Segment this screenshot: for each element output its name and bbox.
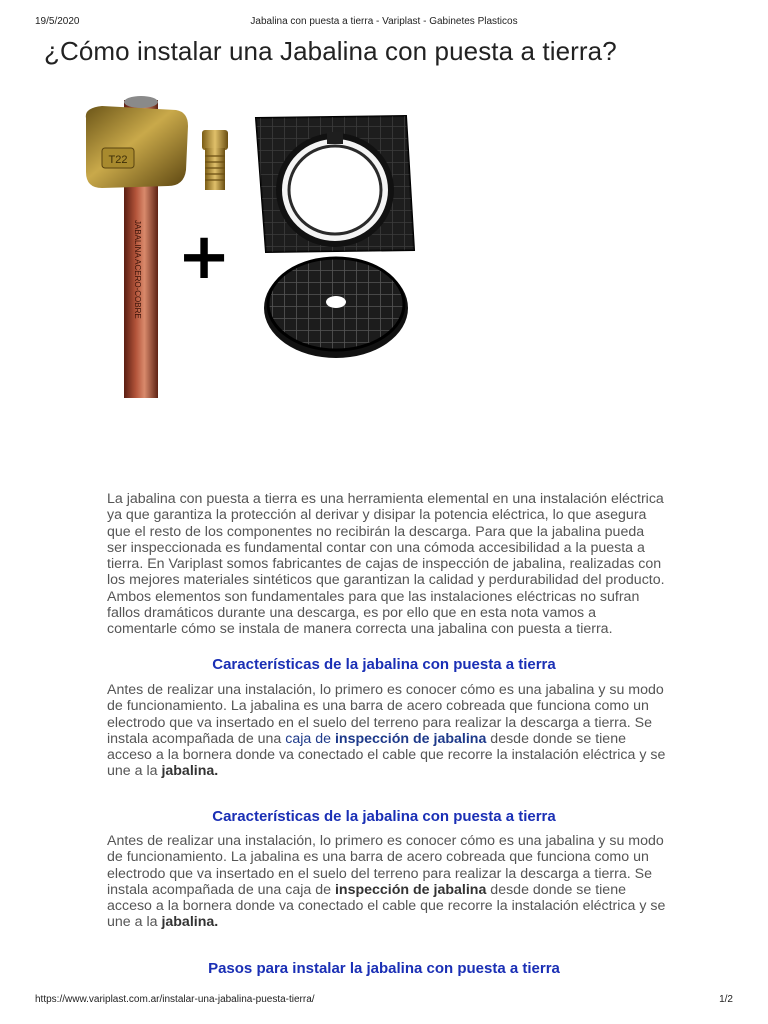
section-heading-steps: Pasos para instalar la jabalina con puesta a tierra (208, 960, 560, 977)
product-image (80, 90, 440, 400)
section-paragraph-characteristics: Antes de realizar una instalación, lo primero es conocer cómo es una jabalina y su modo de funcionamiento. La jabalina es una barra de acero cobreada que funciona como un electrodo que va insertado en el suelo del terreno para realizar la descarga a tierra. Se instala acompañada de una caja de inspección de jabalina desde donde se tiene acceso a la bornera donde va conectado el cable que recorre la instalación eléctrica y se une a la jabalina. (107, 682, 666, 780)
inspection-box-link[interactable]: caja de (285, 730, 335, 747)
inspection-box-link-bold[interactable]: inspección de jabalina (334, 730, 487, 747)
section-heading-characteristics: Características de la jabalina con puesta a tierra (212, 656, 556, 673)
rod-label: JABALINA ACERO-COBRE (133, 220, 142, 319)
clamp-label: T22 (108, 154, 128, 166)
clamp-bolt (202, 130, 228, 190)
print-url: https://www.variplast.com.ar/instalar-una-jabalina-puesta-tierra/ (35, 994, 315, 1005)
page-title: ¿Cómo instalar una Jabalina con puesta a tierra? (44, 36, 617, 66)
plus-icon: + (177, 220, 231, 294)
print-header (0, 16, 768, 30)
section-heading-characteristics-repeat: Características de la jabalina con puesta a tierra (212, 808, 556, 825)
inspection-box-frame (256, 116, 414, 252)
inspection-box-lid (264, 258, 408, 358)
intro-paragraph: La jabalina con puesta a tierra es una herramienta elemental en una instalación eléctrica ya que garantiza la protección al derivar y disipar la potencia eléctrica, lo que asegura que el resto de los componentes no recibirán la descarga. Para que la jabalina pueda ser inspeccionada es fundamental contar con una cómoda accesibilidad a la puesta a tierra. En Variplast somos fabricantes de cajas de inspección de jabalina, realizadas con los mejores materiales sintéticos que garantizan la calidad y perdurabilidad del producto. Ambos elementos son fundamentales para que las instalaciones eléctricas no sufran fallos dramáticos durante una descarga, es por ello que en esta nota vamos a comentarle cómo se instala de manera correcta una jabalina con puesta a tierra. (107, 491, 665, 638)
ground-clamp (86, 106, 188, 188)
section-paragraph-characteristics-repeat: Antes de realizar una instalación, lo primero es conocer cómo es una jabalina y su modo de funcionamiento. La jabalina es una barra de acero cobreada que funciona como un electrodo que va insertado en el suelo del terreno para realizar la descarga a tierra. Se instala acompañada de una caja de inspección de jabalina desde donde se tiene acceso a la bornera donde va conectado el cable que recorre la instalación eléctrica y se une a la jabalina. (107, 833, 666, 931)
page-number: 1/2 (719, 994, 733, 1005)
print-document-title: Jabalina con puesta a tierra - Variplast - Gabinetes Plasticos (250, 16, 518, 27)
print-date: 19/5/2020 (35, 16, 80, 27)
